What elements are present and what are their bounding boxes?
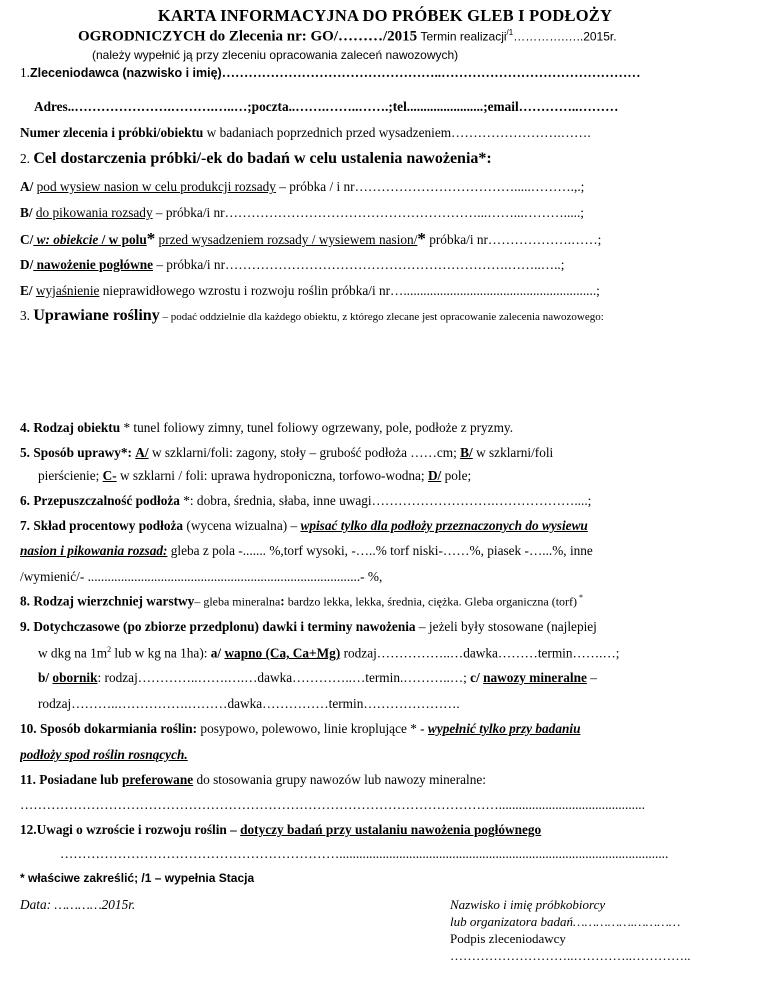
section-6-row[interactable] xyxy=(20,493,750,509)
manure-label: obornik xyxy=(52,670,98,685)
section-9-note: – jeżeli były stosowane (najlepiej xyxy=(415,619,597,634)
section-10-options[interactable]: posypowo, polewowo, linie kroplujące * - xyxy=(197,721,428,736)
purpose-c-row[interactable] xyxy=(20,229,750,249)
section-8-options[interactable]: bardzo lekka, lekka, średnia, ciężka. Gleba organiczna (torf) xyxy=(284,594,578,609)
section-12-label-u: dotyczy badań przy ustalaniu nawożenia pogłównego xyxy=(240,822,542,837)
client-name-row xyxy=(20,65,750,81)
section-9-label: Dotychczasowe (po zbiorze przedplonu) dawki i terminy nawożenia xyxy=(33,619,416,634)
section-5-b[interactable]: w szklarni/foli xyxy=(472,445,554,460)
date-field[interactable]: Data: …………2015r. xyxy=(20,897,136,912)
item-number: 1. xyxy=(20,65,30,80)
section-2-heading xyxy=(20,150,750,168)
option-letter: b/ xyxy=(38,670,53,685)
section-10-row[interactable] xyxy=(20,721,750,737)
option-letter: B/ xyxy=(20,205,33,220)
option-letter: C- xyxy=(102,468,117,483)
option-letter: c/ xyxy=(466,670,484,685)
option-a-field[interactable]: – próbka / i nr……………………………….....……….,.; xyxy=(275,179,585,194)
signature-label-3: Podpis zleceniodawcy xyxy=(450,931,566,946)
option-b-field[interactable]: – próbka/i nr…………………………………………………...……...……….....; xyxy=(152,205,584,220)
form-subtitle: (należy wypełnić ją przy zleceniu opracowania zaleceń nawozowych) xyxy=(92,48,459,62)
manure-field[interactable]: : rodzaj…………..…….….…dawka…………..…termin.………..…; xyxy=(97,670,467,685)
section-7-emphasis-2: nasion i pikowania rozsad: xyxy=(20,543,168,558)
footer-note: * właściwe zakreślić; /1 – wypełnia Stacja xyxy=(20,871,255,885)
section-3-heading xyxy=(20,307,750,325)
section-11-label: Posiadane lub xyxy=(39,772,122,787)
section-2-title: Cel dostarczenia próbki/-ek do badań w celu ustalenia nawożenia*: xyxy=(33,150,492,167)
section-7-paren: (wycena wizualna) – xyxy=(183,518,301,533)
section-number: 4. xyxy=(20,420,30,435)
section-9-row-2[interactable] xyxy=(38,645,750,661)
option-d-text: nawożenie pogłówne xyxy=(33,257,153,272)
option-letter: A/ xyxy=(20,179,34,194)
option-letter: A/ xyxy=(135,445,149,460)
purpose-a-row[interactable] xyxy=(20,179,750,195)
section-12-field[interactable]: ………………………………………………………................................................................................................... xyxy=(60,846,669,861)
section-9-unit: w dkg na 1m xyxy=(38,645,108,661)
option-letter: D/ xyxy=(20,257,34,272)
section-9-unit-2: lub w kg na 1ha): xyxy=(111,645,211,661)
title-line-1: KARTA INFORMACYJNA DO PRÓBEK GLEB I PODŁOŻY xyxy=(157,6,613,25)
section-11-label-u: preferowane xyxy=(121,772,194,787)
section-7-row xyxy=(20,518,750,534)
signature-label-2[interactable]: lub organizatora badań…………….………… xyxy=(450,914,681,929)
option-c-text-1: w: obiekcie xyxy=(33,232,99,247)
option-letter: C/ xyxy=(20,232,34,247)
order-number-field[interactable]: w badaniach poprzednich przed wysadzeniem…………………….……. xyxy=(203,125,591,140)
section-8-colon: : xyxy=(280,593,285,609)
option-b-text: do pikowania rozsady xyxy=(35,205,153,220)
section-8-row[interactable] xyxy=(20,593,750,609)
section-number: 2. xyxy=(20,151,30,166)
section-8-text-a: – gleba mineralna xyxy=(194,594,281,609)
signature-field[interactable]: ………………………..…………..………….. xyxy=(450,948,691,963)
section-10-emphasis: wypełnić tylko przy badaniu xyxy=(427,721,581,736)
section-9-row-4[interactable]: rodzaj………..…………….………dawka……………termin…………………. xyxy=(38,696,460,711)
purpose-d-row[interactable] xyxy=(20,257,750,273)
option-letter: D/ xyxy=(427,468,442,483)
section-5-label: Sposób uprawy xyxy=(33,445,121,460)
termin-label: Termin realizacji xyxy=(420,29,507,44)
asterisk: *: xyxy=(120,445,132,460)
option-e-text: wyjaśnienie xyxy=(35,283,100,298)
section-7-composition[interactable]: gleba z pola -....... %,torf wysoki, -…..% torf niski-……%, piasek -…...%, inne xyxy=(167,543,593,558)
order-line xyxy=(78,28,750,45)
section-11-text: do stosowania grupy nawozów lub nawozy mineralne: xyxy=(193,772,486,787)
section-number: 9. xyxy=(20,619,30,634)
section-number: 8. xyxy=(20,593,30,609)
section-number: 11. xyxy=(20,772,36,787)
section-12-label: Uwagi o wzroście i rozwoju roślin – xyxy=(36,822,241,837)
section-7-label: Skład procentowy podłoża xyxy=(33,518,184,533)
purpose-e-row[interactable] xyxy=(20,283,750,299)
form-title xyxy=(20,6,750,26)
option-e-field[interactable]: nieprawidłowego wzrostu i rozwoju roślin próbka/i nr…..........................................................; xyxy=(99,283,600,298)
section-7-row-3[interactable]: /wymienić/- ..................................................................................- %, xyxy=(20,569,383,584)
section-number: 3. xyxy=(20,308,30,323)
option-a-text: pod wysiew nasion w celu produkcji rozsady xyxy=(36,179,276,194)
section-5-row[interactable] xyxy=(20,445,750,461)
client-name-label: Zleceniodawca (nazwisko i imię) xyxy=(29,66,222,80)
option-d-field[interactable]: – próbka/i nr……………………………………………………….……..…..; xyxy=(153,257,565,272)
termin-sup: /1 xyxy=(506,28,514,37)
section-7-row-2[interactable] xyxy=(20,543,750,559)
option-c-text-3: przed wysadzeniem rozsady / wysiewem nasion/ xyxy=(158,232,418,247)
section-3-note: – podać oddzielnie dla każdego obiektu, z którego zlecane jest opracowanie zalecenia nawozowego: xyxy=(159,311,604,323)
asterisk: * xyxy=(417,229,426,248)
option-letter: B/ xyxy=(460,445,473,460)
section-number: 12. xyxy=(20,822,37,837)
purpose-b-row[interactable] xyxy=(20,205,750,221)
option-letter: E/ xyxy=(20,283,33,298)
lime-field[interactable]: rodzaj……………..…dawka………termin…….…; xyxy=(340,645,620,661)
section-number: 6. xyxy=(20,493,30,508)
fertilizer-label: nawozy mineralne xyxy=(483,670,587,685)
option-c-field[interactable]: próbka/i nr……………….……; xyxy=(425,232,602,247)
client-name-field[interactable]: …………………………………………..……………………………………… xyxy=(221,65,641,80)
section-10-row-2: podłoży spod roślin rosnących. xyxy=(20,747,188,762)
section-6-label: Przepuszczalność podłoża xyxy=(33,493,180,508)
lime-label: wapno (Ca, Ca+Mg) xyxy=(224,645,341,661)
section-number: 7. xyxy=(20,518,30,533)
section-4-label: Rodzaj obiektu xyxy=(33,420,121,435)
section-12-row xyxy=(20,822,750,838)
asterisk: * xyxy=(146,229,156,248)
section-10-label: Sposób dokarmiania roślin: xyxy=(39,721,198,736)
section-8-label: Rodzaj wierzchniej warstwy xyxy=(33,593,195,609)
client-address-row[interactable]: Adres..………………….……….…..…;poczta..…….……..…….;tel.......................;email…………..……… xyxy=(34,99,619,114)
option-c-text-2: / w polu xyxy=(98,232,147,247)
signature-label-1: Nazwisko i imię próbkobiorcy xyxy=(450,897,606,912)
section-3-title: Uprawiane rośliny xyxy=(33,307,160,324)
section-5-d[interactable]: pole; xyxy=(441,468,472,483)
section-4-row[interactable] xyxy=(20,420,750,436)
section-9-row xyxy=(20,619,750,635)
section-number: 5. xyxy=(20,445,30,460)
section-9-row-3[interactable] xyxy=(38,670,750,686)
section-number: 10. xyxy=(20,721,37,736)
fertilizer-dash: – xyxy=(586,670,597,685)
section-5-b-cont[interactable]: pierścienie; xyxy=(38,468,100,483)
section-11-field[interactable]: ………………………………………………………………………………………………............................................ xyxy=(20,797,645,812)
section-5-row-2[interactable] xyxy=(38,468,750,484)
section-5-c[interactable]: w szklarni / foli: uprawa hydroponiczna, torfowo-wodna; xyxy=(116,468,425,483)
order-number-row xyxy=(20,125,750,141)
superscript: 2 xyxy=(107,645,112,654)
order-number-label: OGRODNICZYCH do Zlecenia nr: GO/………/2015 xyxy=(78,28,418,45)
asterisk: * xyxy=(577,593,584,602)
option-letter: a/ xyxy=(210,645,225,661)
section-6-options[interactable]: *: dobra, średnia, słaba, inne uwagi……………………….………………....; xyxy=(179,493,592,508)
section-11-row xyxy=(20,772,750,788)
section-4-options[interactable]: * tunel foliowy zimny, tunel foliowy ogrzewany, pole, podłoże z pryzmy. xyxy=(120,420,514,435)
section-7-emphasis: wpisać tylko dla podłoży przeznaczonych do wysiewu xyxy=(300,518,588,533)
order-number-label-2: Numer zlecenia i próbki/obiektu xyxy=(20,125,204,140)
section-5-a[interactable]: w szklarni/foli: zagony, stoły – grubość podłoża ……cm; xyxy=(151,445,457,460)
termin-fill[interactable]: ………….…..2015r. xyxy=(513,29,617,44)
